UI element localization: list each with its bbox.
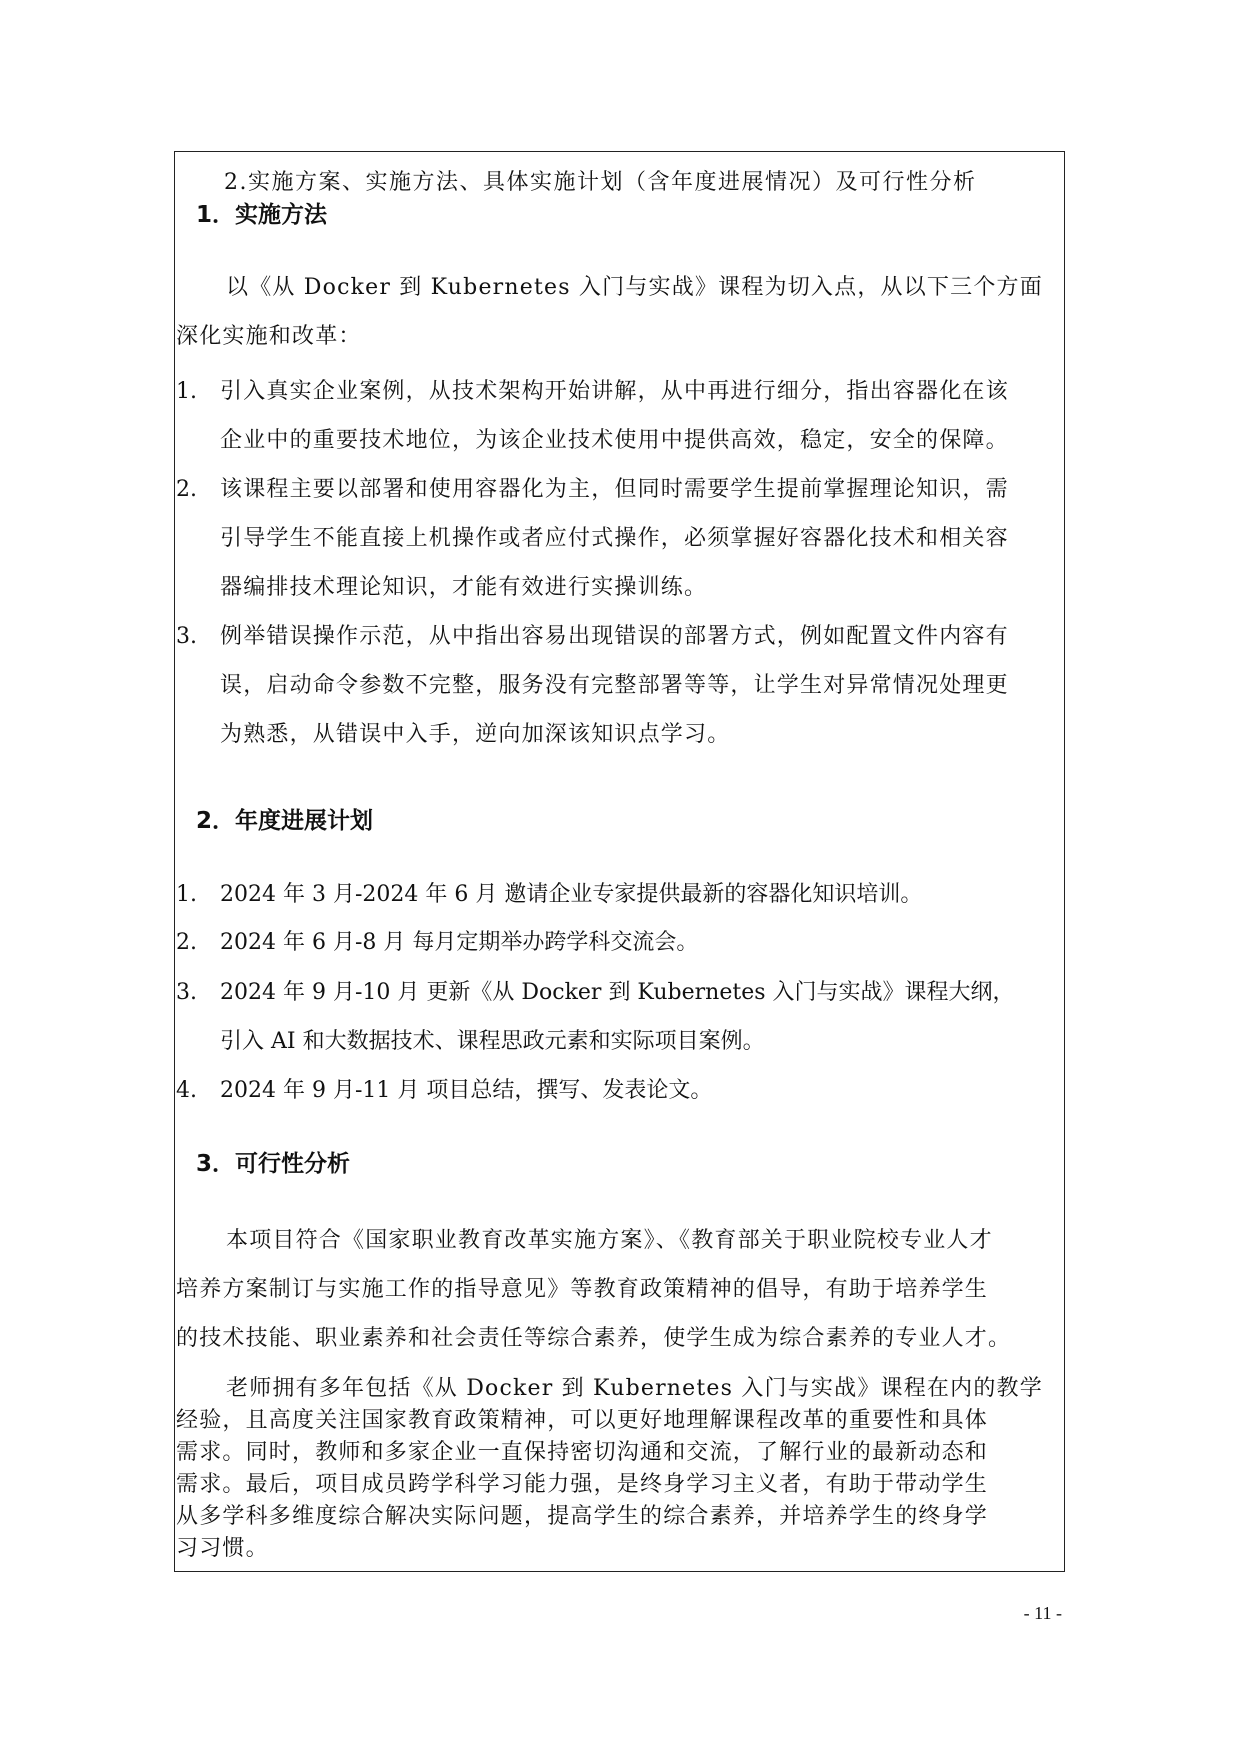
- feasibility-para2-line: 经验，且高度关注国家教育政策精神，可以更好地理解课程改革的重要性和具体: [176, 1408, 989, 1433]
- feasibility-para2-line: 需求。最后，项目成员跨学科学习能力强，是终身学习主义者，有助于带动学生: [176, 1472, 989, 1497]
- list-item-line: 例举错误操作示范，从中指出容易出现错误的部署方式，例如配置文件内容有: [220, 624, 1009, 649]
- feasibility-para2-line: 习习惯。: [176, 1536, 269, 1561]
- plan-item-line: 2024 年 3 月-2024 年 6 月 邀请企业专家提供最新的容器化知识培训。: [220, 882, 923, 907]
- list-number: 3.: [176, 624, 197, 649]
- feasibility-para2-line: 老师拥有多年包括《从 Docker 到 Kubernetes 入门与实战》课程在内的教学: [226, 1376, 1043, 1401]
- heading-feasibility: 3．可行性分析: [196, 1151, 351, 1177]
- heading-annual-plan: 2．年度进展计划: [196, 808, 374, 834]
- heading-implementation-method: 1．实施方法: [196, 202, 328, 228]
- feasibility-para1-line: 培养方案制订与实施工作的指导意见》等教育政策精神的倡导，有助于培养学生: [176, 1277, 989, 1302]
- section-title: 2.实施方案、实施方法、具体实施计划（含年度进展情况）及可行性分析: [224, 170, 977, 195]
- list-number: 2.: [176, 930, 197, 955]
- list-number: 1.: [176, 379, 197, 404]
- plan-item-line: 2024 年 9 月-10 月 更新《从 Docker 到 Kubernetes 入门与实战》课程大纲，: [220, 980, 1015, 1005]
- list-item-line: 为熟悉，从错误中入手，逆向加深该知识点学习。: [220, 722, 731, 747]
- plan-item-line: 2024 年 6 月-8 月 每月定期举办跨学科交流会。: [220, 930, 699, 955]
- list-item-line: 误，启动命令参数不完整，服务没有完整部署等等，让学生对异常情况处理更: [220, 673, 1009, 698]
- list-number: 1.: [176, 882, 197, 907]
- intro-line: 深化实施和改革：: [176, 324, 362, 349]
- page-number: - 11 -: [1023, 1603, 1062, 1623]
- feasibility-para1-line: 的技术技能、职业素养和社会责任等综合素养，使学生成为综合素养的专业人才。: [176, 1326, 1012, 1351]
- feasibility-para2-line: 需求。同时，教师和多家企业一直保持密切沟通和交流，了解行业的最新动态和: [176, 1440, 989, 1465]
- list-number: 4.: [176, 1078, 197, 1103]
- plan-item-line: 引入 AI 和大数据技术、课程思政元素和实际项目案例。: [220, 1029, 765, 1054]
- feasibility-para2-line: 从多学科多维度综合解决实际问题，提高学生的综合素养，并培养学生的终身学: [176, 1504, 989, 1529]
- intro-line: 以《从 Docker 到 Kubernetes 入门与实战》课程为切入点，从以下三个方面: [226, 275, 1043, 300]
- plan-item-line: 2024 年 9 月-11 月 项目总结，撰写、发表论文。: [220, 1078, 713, 1103]
- list-item-line: 引入真实企业案例，从技术架构开始讲解，从中再进行细分，指出容器化在该: [220, 379, 1009, 404]
- list-item-line: 引导学生不能直接上机操作或者应付式操作，必须掌握好容器化技术和相关容: [220, 526, 1009, 551]
- list-item-line: 该课程主要以部署和使用容器化为主，但同时需要学生提前掌握理论知识，需: [220, 477, 1009, 502]
- feasibility-para1-line: 本项目符合《国家职业教育改革实施方案》、《教育部关于职业院校专业人才: [226, 1228, 993, 1253]
- content-table-frame: [174, 151, 1065, 1572]
- list-number: 3.: [176, 980, 197, 1005]
- list-number: 2.: [176, 477, 197, 502]
- list-item-line: 器编排技术理论知识，才能有效进行实操训练。: [220, 575, 708, 600]
- list-item-line: 企业中的重要技术地位，为该企业技术使用中提供高效，稳定，安全的保障。: [220, 428, 1009, 453]
